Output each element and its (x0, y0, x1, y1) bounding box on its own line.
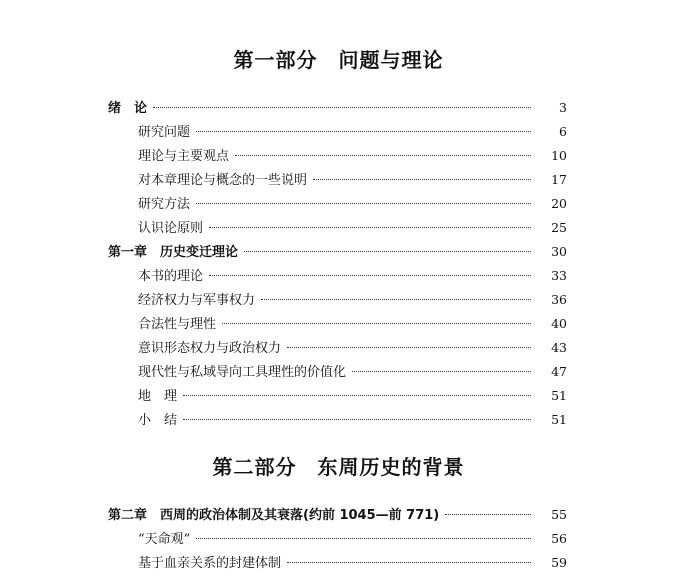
dot-leader (445, 514, 531, 515)
dot-leader (183, 395, 531, 396)
dot-leader (261, 299, 531, 300)
toc-entry[interactable] (0, 192, 677, 216)
toc-entry[interactable] (0, 408, 677, 432)
toc-entry-label: “天命观” (138, 532, 191, 547)
toc-entry[interactable] (0, 120, 677, 144)
toc-list (0, 503, 677, 575)
dot-leader (352, 371, 531, 372)
toc-page-number: 47 (551, 364, 567, 379)
toc-entry[interactable] (0, 336, 677, 360)
toc-entry[interactable] (0, 168, 677, 192)
part-title: 第一部分 问题与理论 (233, 48, 444, 72)
toc-page-number: 51 (551, 412, 567, 427)
dot-leader (287, 347, 531, 348)
toc-entry-label: 第一章 历史变迁理论 (108, 245, 239, 260)
dot-leader (287, 562, 531, 563)
toc-entry-label: 第二章 西周的政治体制及其衰落(约前 1045—前 771) (108, 508, 440, 523)
toc-page-number: 36 (551, 292, 567, 307)
toc-entry[interactable] (0, 503, 677, 527)
toc-page-number: 43 (551, 340, 567, 355)
toc-entry-label: 本书的理论 (138, 269, 204, 284)
dot-leader (313, 179, 531, 180)
dot-leader (196, 538, 531, 539)
toc-entry-label: 研究方法 (138, 197, 191, 212)
toc-entry-label: 理论与主要观点 (138, 149, 230, 164)
toc-entry[interactable] (0, 384, 677, 408)
toc-entry-label: 基于血亲关系的封建体制 (138, 556, 282, 571)
toc-entry-label: 认识论原则 (138, 221, 204, 236)
toc-page-number: 10 (551, 148, 567, 163)
toc-page-number: 33 (551, 268, 567, 283)
toc-entry[interactable] (0, 96, 677, 120)
toc-entry-label: 现代性与私域导向工具理性的价值化 (138, 365, 347, 380)
part-title: 第二部分 东周历史的背景 (212, 455, 465, 479)
toc-entry-label: 经济权力与军事权力 (138, 293, 256, 308)
toc-entry-label: 意识形态权力与政治权力 (138, 341, 282, 356)
toc-list (0, 96, 677, 432)
toc-page-number: 6 (559, 124, 567, 139)
toc-page-number: 20 (551, 196, 567, 211)
toc-entry[interactable] (0, 312, 677, 336)
dot-leader (235, 155, 531, 156)
toc-page-number: 25 (551, 220, 567, 235)
toc-page-number: 30 (551, 244, 567, 259)
toc-page-number: 56 (551, 531, 567, 546)
toc-entry[interactable] (0, 264, 677, 288)
toc-entry-label: 研究问题 (138, 125, 191, 140)
dot-leader (209, 227, 531, 228)
dot-leader (244, 251, 531, 252)
toc-entry-label: 对本章理论与概念的一些说明 (138, 173, 308, 188)
toc-entry-label: 地 理 (138, 389, 178, 404)
toc-page-number: 55 (551, 507, 567, 522)
dot-leader (196, 203, 531, 204)
toc-entry-label: 合法性与理性 (138, 317, 217, 332)
toc-entry[interactable] (0, 527, 677, 551)
dot-leader (222, 323, 531, 324)
toc-entry[interactable] (0, 240, 677, 264)
toc-page-number: 17 (551, 172, 567, 187)
dot-leader (196, 131, 531, 132)
toc-entry[interactable] (0, 360, 677, 384)
toc-page-number: 3 (559, 100, 567, 115)
dot-leader (153, 107, 531, 108)
toc-entry[interactable] (0, 288, 677, 312)
toc-page-number: 51 (551, 388, 567, 403)
toc-entry[interactable] (0, 144, 677, 168)
toc-page-number: 40 (551, 316, 567, 331)
toc-entry[interactable] (0, 216, 677, 240)
toc-entry-label: 绪 论 (108, 101, 148, 116)
toc-entry[interactable] (0, 551, 677, 575)
toc-entry-label: 小 结 (138, 413, 178, 428)
dot-leader (183, 419, 531, 420)
dot-leader (209, 275, 531, 276)
toc-page-number: 59 (551, 555, 567, 570)
